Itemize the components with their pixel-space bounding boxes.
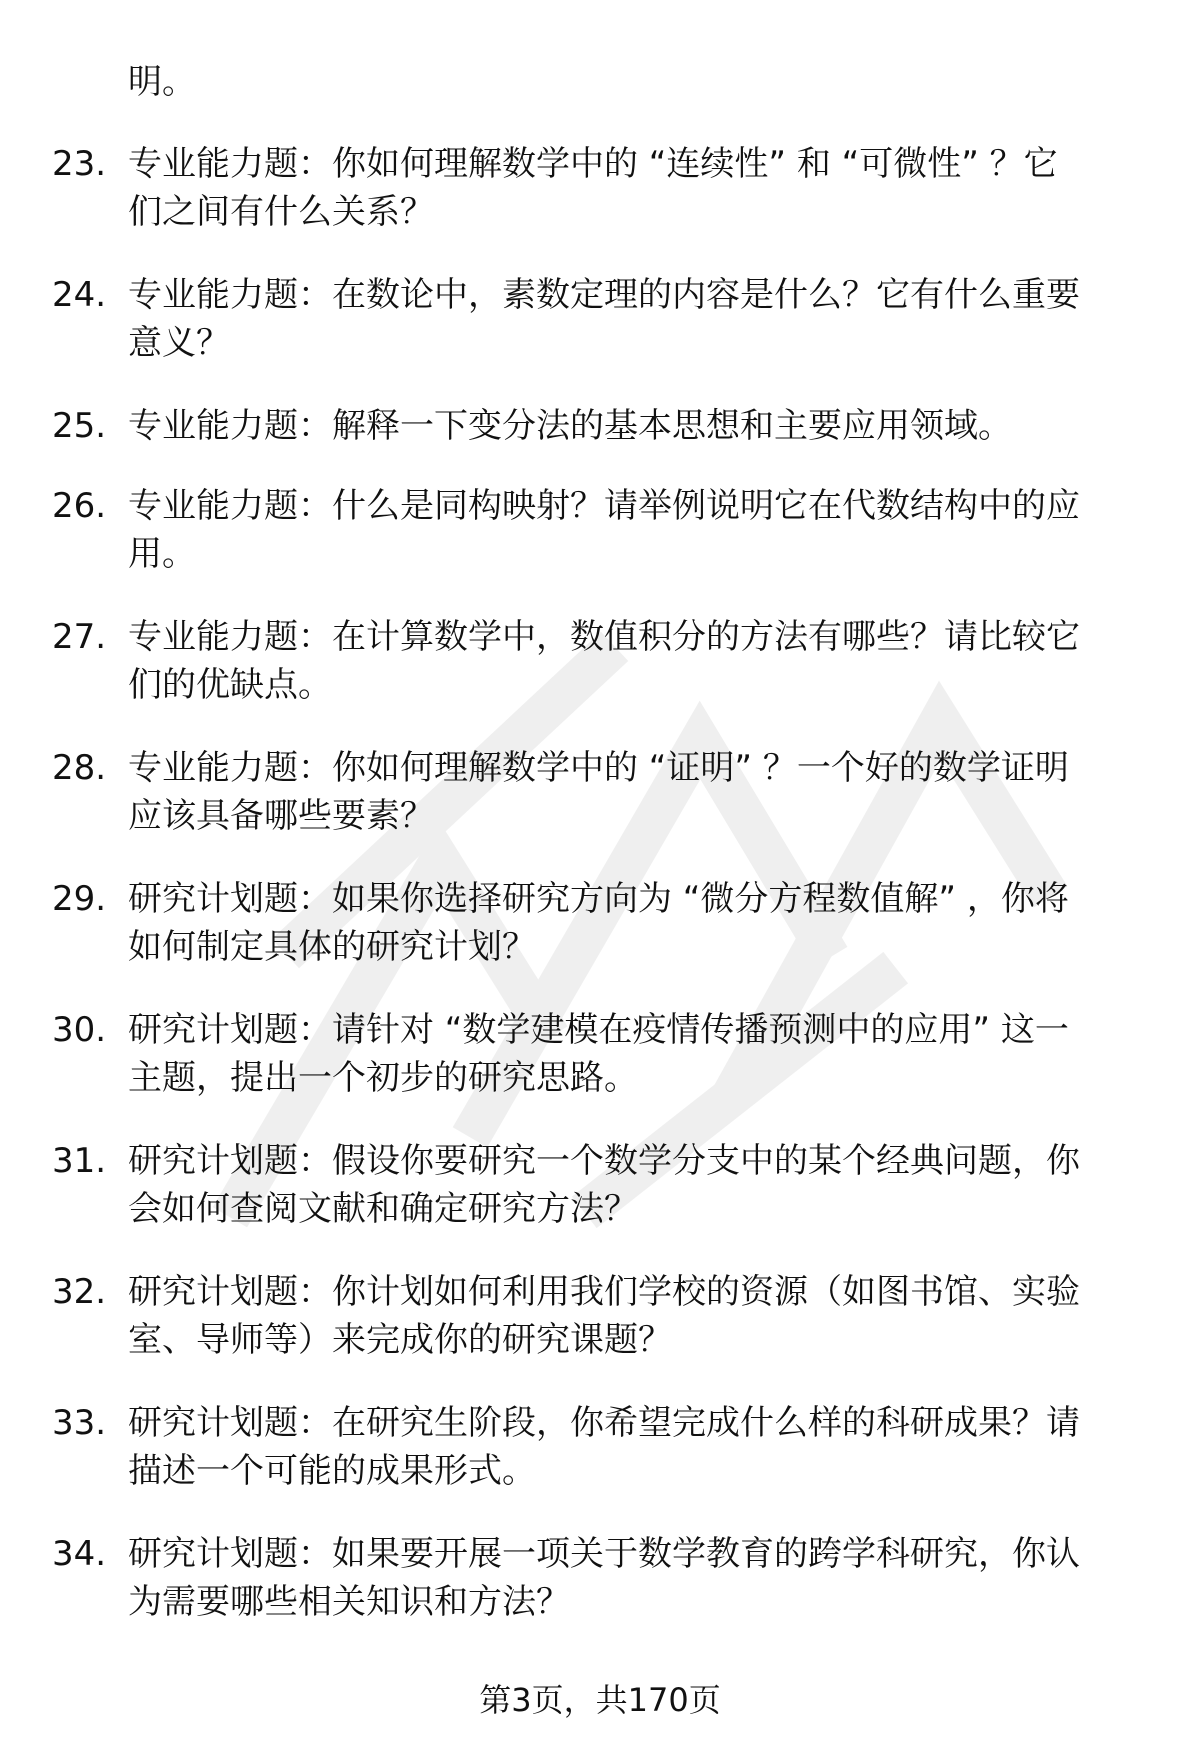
question-item [0, 1399, 1200, 1530]
page-footer: 第3页，共170页 [479, 1681, 721, 1719]
question-item [0, 140, 1200, 271]
question-text-line: 为需要哪些相关知识和方法？ [128, 1582, 570, 1622]
question-text-line: 专业能力题：解释一下变分法的基本思想和主要应用领域。 [128, 406, 1012, 446]
question-text-line: 研究计划题：请针对 “数学建模在疫情传播预测中的应用” 这一 [128, 1010, 1069, 1050]
question-number: 30. [52, 1010, 107, 1050]
question-list [0, 140, 1200, 1661]
question-text-line: 专业能力题：在计算数学中，数值积分的方法有哪些？请比较它 [128, 617, 1080, 657]
question-item [0, 613, 1200, 744]
question-item [0, 1530, 1200, 1661]
continuation-text: 明。 [128, 62, 196, 102]
question-text-line: 专业能力题：你如何理解数学中的 “证明” ？一个好的数学证明 [128, 748, 1069, 788]
question-number: 26. [52, 486, 107, 526]
question-number: 25. [52, 406, 107, 446]
question-text-line: 用。 [128, 534, 196, 574]
question-text-line: 研究计划题：假设你要研究一个数学分支中的某个经典问题，你 [128, 1141, 1080, 1181]
question-text-line: 室、导师等）来完成你的研究课题？ [128, 1320, 672, 1360]
question-text-line: 研究计划题：如果你选择研究方向为 “微分方程数值解” ，你将 [128, 879, 1069, 919]
question-text-line: 会如何查阅文献和确定研究方法？ [128, 1189, 638, 1229]
question-number: 29. [52, 879, 107, 919]
question-text-line: 研究计划题：你计划如何利用我们学校的资源（如图书馆、实验 [128, 1272, 1080, 1312]
question-text-line: 描述一个可能的成果形式。 [128, 1451, 536, 1491]
question-number: 31. [52, 1141, 107, 1181]
question-item [0, 271, 1200, 402]
question-text-line: 专业能力题：在数论中，素数定理的内容是什么？它有什么重要 [128, 275, 1080, 315]
question-text-line: 专业能力题：你如何理解数学中的 “连续性” 和 “可微性” ？它 [128, 144, 1058, 184]
question-text-line: 专业能力题：什么是同构映射？请举例说明它在代数结构中的应 [128, 486, 1080, 526]
question-number: 24. [52, 275, 107, 315]
question-text-line: 如何制定具体的研究计划？ [128, 927, 536, 967]
question-text-line: 研究计划题：如果要开展一项关于数学教育的跨学科研究，你认 [128, 1534, 1080, 1574]
question-number: 33. [52, 1403, 107, 1443]
question-item [0, 1137, 1200, 1268]
question-number: 34. [52, 1534, 107, 1574]
question-item [0, 1006, 1200, 1137]
question-number: 28. [52, 748, 107, 788]
question-text-line: 们的优缺点。 [128, 665, 332, 705]
question-number: 23. [52, 144, 107, 184]
question-text-line: 们之间有什么关系？ [128, 192, 434, 232]
question-text-line: 主题，提出一个初步的研究思路。 [128, 1058, 638, 1098]
question-item [0, 402, 1200, 482]
question-item [0, 875, 1200, 1006]
question-text-line: 研究计划题：在研究生阶段，你希望完成什么样的科研成果？请 [128, 1403, 1080, 1443]
question-text-line: 应该具备哪些要素？ [128, 796, 434, 836]
question-item [0, 744, 1200, 875]
question-item [0, 482, 1200, 613]
question-number: 27. [52, 617, 107, 657]
question-number: 32. [52, 1272, 107, 1312]
question-text-line: 意义？ [128, 323, 230, 363]
question-item [0, 1268, 1200, 1399]
